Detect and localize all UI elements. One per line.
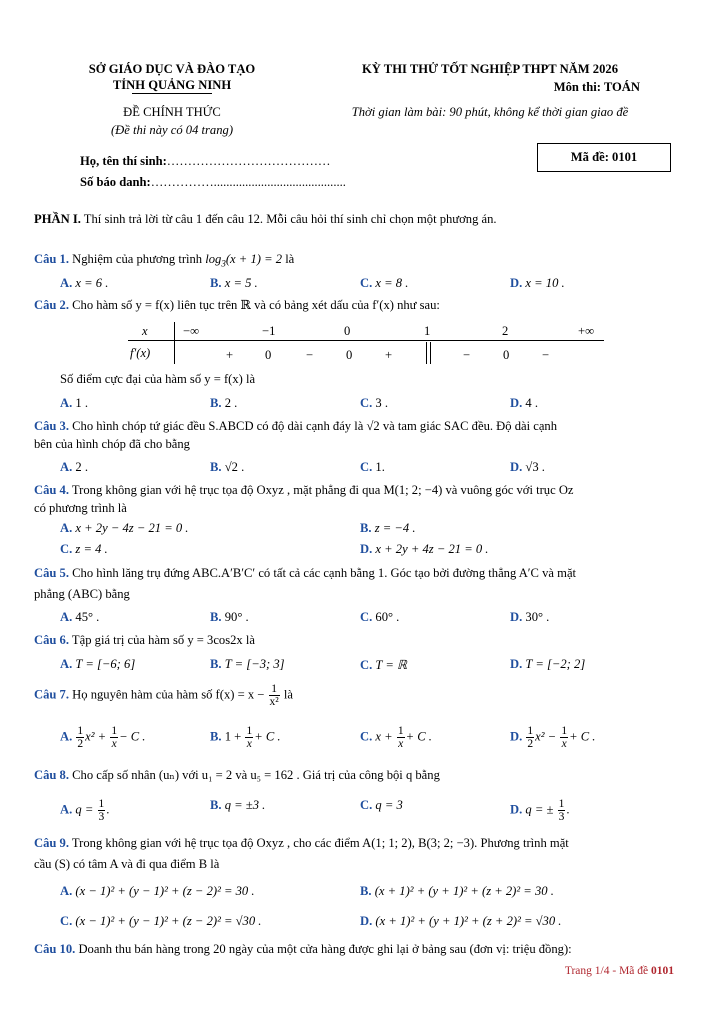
sign-value: −: [542, 348, 550, 362]
q3-option-b-text: √2 .: [224, 460, 245, 474]
question-6: [34, 633, 255, 648]
q6-option-c[interactable]: [360, 657, 407, 673]
q7-option-a-mid: x² +: [85, 729, 107, 744]
option-b-letter: B.: [210, 610, 222, 624]
q9-option-d-text: (x + 1)² + (y + 1)² + (z + 2)² = √30 .: [375, 914, 562, 928]
option-c-letter: C.: [360, 610, 373, 624]
option-c-letter: C.: [360, 658, 373, 672]
question-7-text: Họ nguyên hàm của hàm số f(x) = x −: [72, 687, 265, 702]
q7-option-a-end: − C .: [119, 729, 146, 744]
sign-value: +: [226, 348, 234, 362]
question-4-line2: có phương trình là: [34, 501, 127, 515]
option-d-letter: D.: [510, 802, 523, 817]
q4-option-d-text: x + 2y + 4z − 21 = 0 .: [375, 542, 489, 556]
question-7: [34, 683, 293, 708]
option-b-letter: B.: [210, 729, 222, 744]
q7-option-c-pre: x +: [375, 729, 393, 744]
q7-option-b-end: + C .: [254, 729, 281, 744]
third-fraction: [98, 798, 106, 823]
sign-table-vline: [174, 322, 175, 364]
q2-option-a-text: 1 .: [75, 396, 88, 410]
part-1-instruction: [34, 212, 497, 227]
q5-option-a-text: 45° .: [75, 610, 100, 624]
fraction-numerator: 1: [397, 725, 404, 737]
q8-option-d[interactable]: D. q = ± $\frac{1}{3}$ .: [510, 798, 570, 824]
q4-option-c[interactable]: [60, 542, 108, 557]
q9-option-d[interactable]: [360, 914, 561, 929]
option-c-letter: C.: [360, 460, 373, 474]
official-label: ĐỀ CHÍNH THỨC: [123, 105, 221, 119]
fraction-denominator: 2: [77, 738, 84, 751]
sign-table-undefined-bar-2: [430, 342, 431, 364]
option-a-letter: A.: [60, 657, 73, 671]
fraction-numerator: 1: [527, 725, 534, 737]
question-6-label: Câu 6.: [34, 633, 69, 647]
q1-option-b[interactable]: [210, 276, 258, 291]
sign-value: 0: [503, 348, 510, 362]
question-3: [34, 419, 557, 434]
question-2-text: Cho hàm số y = f(x) liên tục trên ℝ và có bảng xét dấu của f′(x) như sau:: [72, 298, 440, 312]
q6-option-c-text: T = ℝ: [375, 658, 407, 672]
q7-option-a[interactable]: [60, 725, 145, 750]
q9-option-a-text: (x − 1)² + (y − 1)² + (z − 2)² = 30 .: [75, 884, 255, 898]
q8-option-b-text: q = ±3 .: [224, 798, 266, 812]
q6-option-d[interactable]: [510, 657, 585, 672]
sign-value: −: [306, 348, 314, 362]
inverse-fraction: [397, 725, 405, 750]
x-value: +∞: [578, 324, 595, 338]
candidate-name-line: [80, 154, 331, 169]
q5-option-b-text: 90° .: [224, 610, 249, 624]
q2-option-b[interactable]: [210, 396, 237, 411]
sign-value: −: [463, 348, 471, 362]
q6-option-a[interactable]: [60, 657, 135, 672]
q8-option-d-pre: q = ±: [525, 802, 554, 817]
question-6-text: Tập giá trị của hàm số y = 3cos2x là: [71, 633, 255, 647]
q3-option-a[interactable]: [60, 460, 88, 475]
half-fraction: [76, 725, 84, 750]
option-d-letter: D.: [510, 610, 523, 624]
candidate-name-label: Họ, tên thí sinh:: [80, 154, 167, 168]
q6-option-a-text: T = [−6; 6]: [75, 657, 136, 671]
half-fraction: [526, 725, 534, 750]
fraction-denominator: x: [111, 738, 117, 751]
q8-option-a-pre: q =: [75, 802, 94, 817]
option-a-letter: A.: [60, 521, 73, 535]
question-10-text: Doanh thu bán hàng trong 20 ngày của một cửa hàng được ghi lại ở bảng sau (đơn vị: triệu đồng):: [78, 942, 572, 956]
option-d-letter: D.: [510, 729, 523, 744]
option-c-letter: C.: [60, 914, 73, 928]
question-2-sub: Số điểm cực đại của hàm số y = f(x) là: [60, 372, 256, 386]
candidate-name-dots: …………………………………: [166, 154, 331, 168]
q6-option-d-text: T = [−2; 2]: [525, 657, 586, 671]
q7-option-b-pre: 1 +: [224, 729, 242, 744]
question-9: [34, 836, 569, 851]
q3-option-a-text: 2 .: [75, 460, 88, 474]
sign-value: 0: [265, 348, 272, 362]
q4-option-c-text: z = 4 .: [75, 542, 108, 556]
option-a-letter: A.: [60, 729, 73, 744]
q5-option-d-text: 30° .: [525, 610, 550, 624]
fraction-denominator: 3: [558, 811, 565, 824]
question-5: [34, 566, 576, 581]
option-d-letter: D.: [510, 657, 523, 671]
option-b-letter: B.: [210, 657, 222, 671]
province-title: TỈNH QUẢNG NINH: [112, 78, 232, 92]
page-count-note: (Đề thi này có 04 trang): [110, 123, 234, 137]
q2-option-c[interactable]: [360, 396, 388, 411]
option-b-letter: B.: [360, 521, 372, 535]
q3-option-d-text: √3 .: [525, 460, 545, 474]
option-c-letter: C.: [360, 729, 373, 744]
question-9-label: Câu 9.: [34, 836, 69, 850]
option-d-letter: D.: [360, 914, 373, 928]
x-value: −1: [262, 324, 276, 338]
fraction-numerator: 1: [246, 725, 253, 737]
q1-option-d-text: x = 10 .: [525, 276, 565, 290]
sign-value: +: [385, 348, 393, 362]
q8-option-b[interactable]: [210, 798, 265, 813]
exam-title: KỲ THI THỬ TỐT NGHIỆP THPT NĂM 2026: [361, 62, 618, 76]
sign-table-x-label: x: [142, 324, 148, 338]
q1-option-b-text: x = 5 .: [224, 276, 258, 290]
option-a-letter: A.: [60, 610, 73, 624]
q5-option-b[interactable]: [210, 610, 249, 625]
department-title: SỞ GIÁO DỤC VÀ ĐÀO TẠO: [88, 62, 256, 76]
candidate-id-dots: ……………..........................................: [150, 175, 346, 189]
q1-option-a-text: x = 6 .: [75, 276, 109, 290]
sign-table-fprime-label: f′(x): [130, 346, 151, 360]
q1-option-a[interactable]: [60, 276, 108, 291]
q5-option-a[interactable]: [60, 610, 99, 625]
x-value: 0: [344, 324, 351, 338]
q6-option-b-text: T = [−3; 3]: [224, 657, 285, 671]
q4-option-a[interactable]: [60, 521, 188, 536]
question-10: [34, 942, 572, 957]
option-c-letter: C.: [360, 798, 373, 812]
fraction-numerator: 1: [269, 683, 280, 696]
q2-option-a[interactable]: [60, 396, 88, 411]
q2-option-d-text: 4 .: [525, 396, 538, 410]
candidate-id-label: Số báo danh:: [80, 175, 151, 189]
part-1-text: Thí sinh trả lời từ câu 1 đến câu 12. Mỗi câu hỏi thí sinh chỉ chọn một phương án.: [80, 212, 497, 226]
question-9-line1: Trong không gian với hệ trục tọa độ Oxyz , cho các điểm A(1; 1; 2), B(3; 2; −3). Phương trình mặt: [71, 836, 569, 850]
q5-option-c-text: 60° .: [375, 610, 400, 624]
question-7-tail: là: [283, 687, 293, 702]
q3-option-c-text: 1.: [375, 460, 385, 474]
fraction-denominator: 2: [527, 738, 534, 751]
option-b-letter: B.: [210, 798, 222, 812]
q8-option-c[interactable]: [360, 798, 403, 813]
fraction-numerator: 1: [98, 798, 105, 810]
subject-title: Môn thi: TOÁN: [553, 80, 640, 94]
time-note: Thời gian làm bài: 90 phút, không kể thời gian giao đề: [351, 105, 629, 119]
q7-option-d-end: + C .: [569, 729, 596, 744]
q8-option-a[interactable]: A. q = $\frac{1}{3}$ .: [60, 798, 110, 824]
fraction-denominator: 3: [98, 811, 105, 824]
fraction-denominator: x: [561, 738, 567, 751]
page-footer: [565, 965, 674, 977]
q2-option-d[interactable]: [510, 396, 538, 411]
inverse-fraction: [245, 725, 253, 750]
option-b-letter: B.: [210, 396, 222, 410]
q4-option-b-text: z = −4 .: [374, 521, 416, 535]
sign-table-hline: [128, 340, 604, 341]
exam-code-box: Mã đề: 0101: [537, 143, 671, 172]
question-5-line1: Cho hình lăng trụ đứng ABC.A′B′C′ có tất cả các cạnh bằng 1. Góc tạo bởi đường thẳng A′C và mặt: [72, 566, 577, 580]
question-4-line1: Trong không gian với hệ trục tọa độ Oxyz , mặt phẳng đi qua M(1; 2; −4) và vuông góc với trục Oz: [71, 483, 574, 497]
question-10-label: Câu 10.: [34, 942, 76, 956]
option-c-letter: C.: [360, 396, 373, 410]
question-4: [34, 483, 574, 498]
option-a-letter: A.: [60, 396, 73, 410]
option-b-letter: B.: [360, 884, 372, 898]
q7-option-d-mid: x² −: [535, 729, 557, 744]
q7-option-b[interactable]: [210, 725, 281, 750]
option-d-letter: D.: [510, 396, 523, 410]
fraction-numerator: 1: [111, 725, 118, 737]
question-7-label: Câu 7.: [34, 687, 69, 702]
sign-table-undefined-bar-1: [426, 342, 427, 364]
footer-code: 0101: [651, 965, 674, 977]
q6-option-b[interactable]: [210, 657, 285, 672]
q4-option-b[interactable]: [360, 521, 416, 536]
option-a-letter: A.: [60, 802, 73, 817]
candidate-id-line: [80, 175, 346, 190]
q9-option-b[interactable]: [360, 884, 554, 899]
q9-option-c[interactable]: [60, 914, 261, 929]
option-c-letter: C.: [60, 542, 73, 556]
question-9-line2: cầu (S) có tâm A và đi qua điểm B là: [34, 857, 220, 871]
fraction-denominator: x: [246, 738, 252, 751]
option-c-letter: C.: [360, 276, 373, 290]
question-8-label: Câu 8.: [34, 768, 69, 782]
q1-option-c-text: x = 8 .: [375, 276, 409, 290]
q5-option-c[interactable]: [360, 610, 399, 625]
question-3-label: Câu 3.: [34, 419, 69, 433]
question-8-text: Cho cấp số nhân (uₙ) với u₁ = 2 và u₅ = 162 . Giá trị của công bội q bằng: [72, 768, 440, 782]
q7-option-c-end: + C .: [405, 729, 432, 744]
q2-option-b-text: 2 .: [224, 396, 238, 410]
header-underline: [132, 93, 212, 94]
question-2-label: Câu 2.: [34, 298, 69, 312]
q9-option-a[interactable]: [60, 884, 255, 899]
question-7-fraction: [269, 683, 280, 708]
q9-option-b-text: (x + 1)² + (y + 1)² + (z + 2)² = 30 .: [374, 884, 554, 898]
question-1-text: Nghiệm của phương trình: [72, 252, 203, 266]
x-value: 1: [424, 324, 431, 338]
question-5-line2: phẳng (ABC) bằng: [34, 587, 130, 601]
q2-option-c-text: 3 .: [375, 396, 388, 410]
sign-value: 0: [346, 348, 353, 362]
q9-option-c-text: (x − 1)² + (y − 1)² + (z − 2)² = √30 .: [75, 914, 262, 928]
footer-text: Trang 1/4 - Mã đề: [564, 965, 651, 977]
q8-option-c-text: q = 3: [375, 798, 403, 812]
question-1-equation: $\log_3(x + 1) = 2$: [205, 252, 283, 269]
q3-option-c[interactable]: [360, 460, 385, 475]
fraction-numerator: 1: [77, 725, 84, 737]
fraction-numerator: 1: [558, 798, 565, 810]
option-a-letter: A.: [60, 276, 73, 290]
option-a-letter: A.: [60, 460, 73, 474]
fraction-numerator: 1: [561, 725, 568, 737]
question-3-line1: Cho hình chóp tứ giác đều S.ABCD có độ dài cạnh đáy là √2 và tam giác SAC đều. Độ dài cạnh: [72, 419, 558, 433]
q4-option-d[interactable]: [360, 542, 488, 557]
question-1-label: Câu 1.: [34, 252, 69, 266]
q1-option-d[interactable]: [510, 276, 565, 291]
inverse-fraction: [560, 725, 568, 750]
question-5-label: Câu 5.: [34, 566, 69, 580]
option-d-letter: D.: [510, 276, 523, 290]
option-d-letter: D.: [360, 542, 373, 556]
fraction-denominator: x: [398, 738, 404, 751]
option-b-letter: B.: [210, 460, 222, 474]
q4-option-a-text: x + 2y − 4z − 21 = 0 .: [75, 521, 189, 535]
third-fraction: [558, 798, 566, 823]
question-3-line2: bên của hình chóp đã cho bằng: [34, 437, 190, 451]
question-8: [34, 767, 440, 783]
option-b-letter: B.: [210, 276, 222, 290]
q7-option-c[interactable]: [360, 725, 432, 750]
q7-option-d[interactable]: [510, 725, 595, 750]
q5-option-d[interactable]: [510, 610, 549, 625]
question-2: [34, 297, 440, 313]
q3-option-d[interactable]: [510, 460, 545, 475]
q3-option-b[interactable]: [210, 460, 244, 475]
question-1: [34, 252, 294, 269]
question-1-tail: là: [285, 252, 295, 266]
option-d-letter: D.: [510, 460, 523, 474]
inverse-fraction: [110, 725, 118, 750]
x-value: 2: [502, 324, 509, 338]
fraction-denominator: x²: [269, 696, 279, 709]
option-a-letter: A.: [60, 884, 73, 898]
question-4-label: Câu 4.: [34, 483, 69, 497]
q1-option-c[interactable]: [360, 276, 408, 291]
x-value: −∞: [183, 324, 200, 338]
part-1-label: PHẦN I.: [34, 212, 81, 226]
